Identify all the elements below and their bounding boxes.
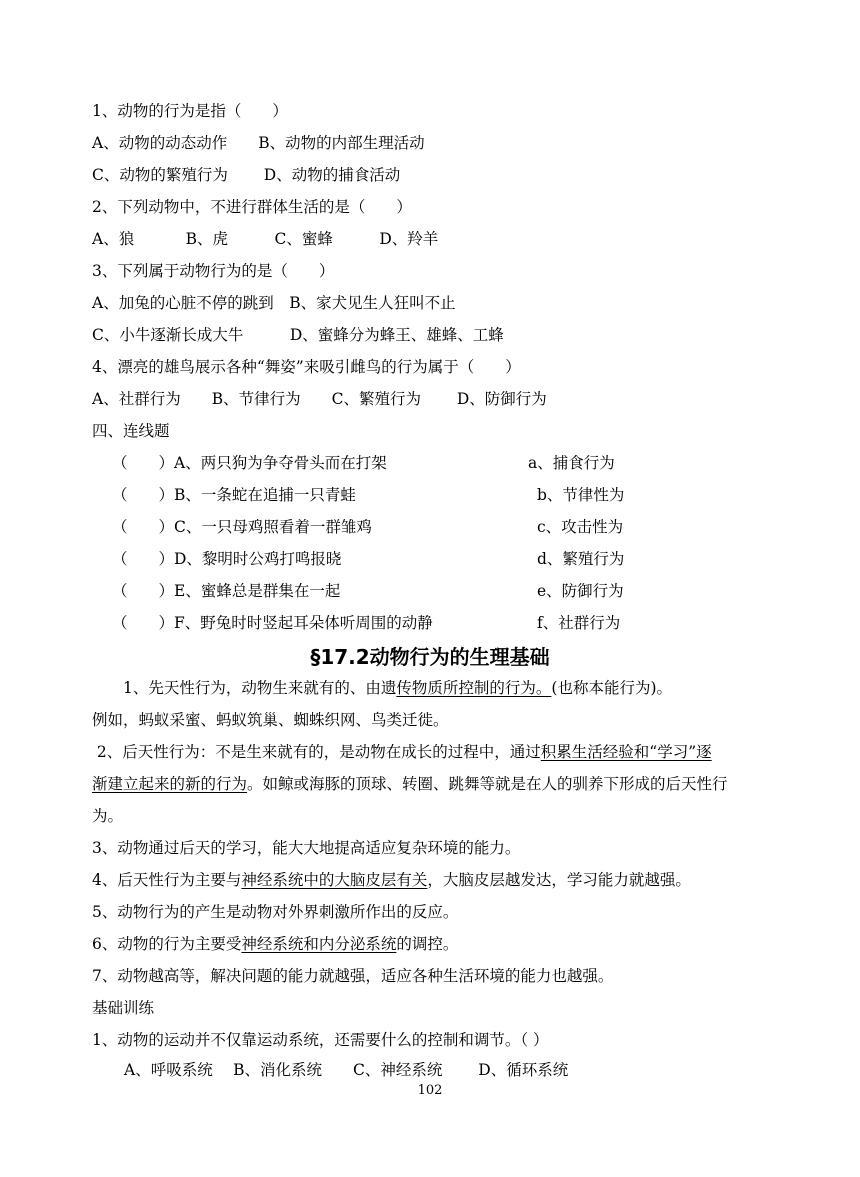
note-2-line-2	[92, 774, 728, 794]
question-2-options: A、狼 B、虎 C、蜜蜂 D、羚羊	[92, 230, 439, 248]
question-4-options: A、社群行为 B、节律行为 C、繁殖行为 D、防御行为	[92, 390, 547, 408]
training-question-1-options: A、呼吸系统 B、消化系统 C、神经系统 D、循环系统	[124, 1061, 569, 1079]
question-3-options-ab: A、加兔的心脏不停的跳到 B、家犬见生人狂叫不止	[92, 294, 456, 312]
note-2-underlined-2: 渐建立起来的新的行为	[92, 775, 248, 793]
question-1-options-cd: C、动物的繁殖行为 D、动物的捕食活动	[92, 166, 401, 184]
note-4-tail: ，大脑皮层越发达，学习能力就越强。	[427, 871, 691, 889]
question-3: 3、下列属于动物行为的是（ ）	[92, 262, 335, 280]
note-6-tail: 的调控。	[396, 935, 459, 953]
match-row-d-left: （ ）D、黎明时公鸡打鸣报晓	[112, 550, 342, 568]
question-2: 2、下列动物中，不进行群体生活的是（ ）	[92, 198, 412, 216]
note-3: 3、动物通过后天的学习，能大大地提高适应复杂环境的能力。	[92, 839, 521, 857]
note-4-underlined: 神经系统中的大脑皮层有关	[241, 871, 428, 889]
note-4-text: 4、后天性行为主要与	[92, 871, 242, 889]
match-row-a-left: （ ）A、两只狗为争夺骨头而在打架	[112, 454, 387, 472]
note-4	[92, 870, 691, 890]
match-row-b-left: （ ）B、一条蛇在追捕一只青蛙	[112, 486, 356, 504]
question-4: 4、漂亮的雄鸟展示各种“舞姿”来吸引雌鸟的行为属于（ ）	[92, 358, 521, 376]
note-7: 7、动物越高等，解决问题的能力就越强，适应各种生活环境的能力也越强。	[92, 967, 614, 985]
note-5: 5、动物行为的产生是动物对外界刺激所作出的反应。	[92, 903, 459, 921]
note-2-text: 2、后天性行为：不是生来就有的，是动物在成长的过程中，通过	[92, 743, 541, 761]
match-row-c-right: c、攻击性为	[537, 518, 624, 536]
note-6-text: 6、动物的行为主要受	[92, 935, 242, 953]
match-row-e-left: （ ）E、蜜蜂总是群集在一起	[112, 582, 341, 600]
note-2-tail: 。如鲸或海豚的顶球、转圈、跳舞等就是在人的驯养下形成的后天性行	[247, 775, 728, 793]
note-1-underlined: 传物质所控制的行为。	[396, 679, 552, 697]
question-1-options-ab: A、动物的动态动作 B、动物的内部生理活动	[92, 134, 425, 152]
question-1: 1、动物的行为是指（ ）	[92, 102, 288, 120]
match-row-b-right: b、节律性为	[537, 486, 625, 504]
note-6-underlined: 神经系统和内分泌系统	[241, 935, 397, 953]
training-title: 基础训练	[92, 999, 155, 1017]
match-row-f-left: （ ）F、野兔时时竖起耳朵体听周围的动静	[112, 614, 433, 632]
note-1-line-2: 例如，蚂蚁采蜜、蚂蚁筑巢、蜘蛛织网、鸟类迁徙。	[92, 711, 449, 729]
section-heading: §17.2动物行为的生理基础	[310, 645, 550, 669]
note-1-text: 1、先天性行为，动物生来就有的、由遗	[92, 679, 397, 697]
match-row-e-right: e、防御行为	[537, 582, 624, 600]
page-number: 102	[417, 1083, 443, 1098]
match-row-a-right: a、捕食行为	[528, 454, 615, 472]
training-question-1: 1、动物的运动并不仅靠运动系统，还需要什么的控制和调节。（ ）	[92, 1031, 549, 1049]
section-4-title: 四、连线题	[92, 422, 170, 440]
note-2-line-3: 为。	[92, 807, 124, 825]
note-1	[92, 678, 672, 698]
question-3-options-cd: C、小牛逐渐长成大牛 D、蜜蜂分为蜂王、雄蜂、工蜂	[92, 326, 504, 344]
note-2-underlined: 积累生活经验和“学习”逐	[540, 743, 712, 761]
match-row-c-left: （ ）C、一只母鸡照看着一群雏鸡	[112, 518, 372, 536]
note-2	[92, 742, 712, 762]
match-row-f-right: f、社群行为	[537, 614, 621, 632]
note-6	[92, 934, 458, 954]
note-1-tail: (也称本能行为)。	[551, 679, 672, 697]
match-row-d-right: d、繁殖行为	[537, 550, 625, 568]
